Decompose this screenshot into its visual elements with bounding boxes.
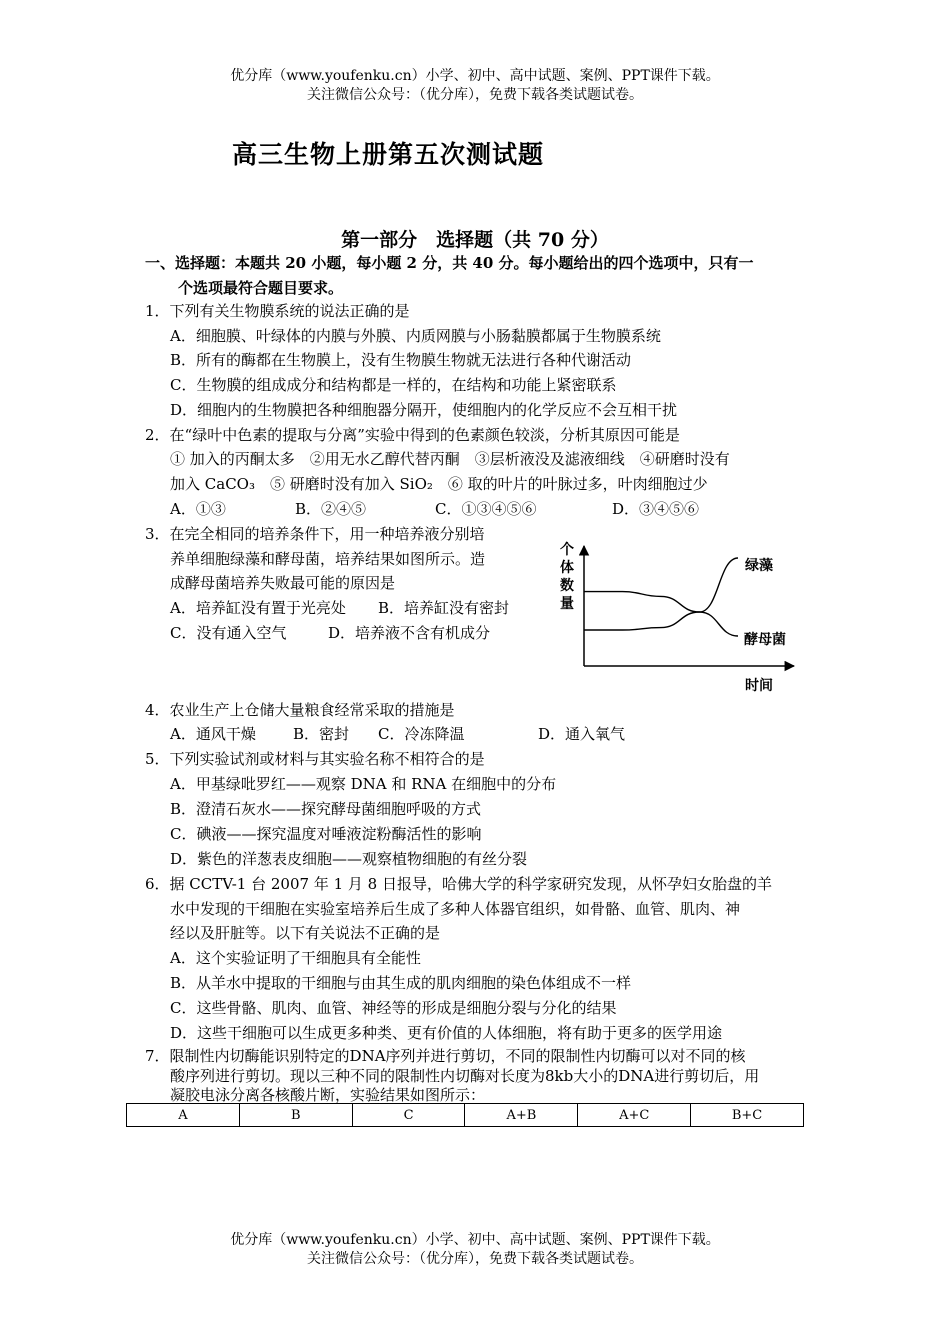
q6-stem-line-2: 水中发现的干细胞在实验室培养后生成了多种人体器官组织，如骨骼、血管、肌肉、神	[170, 900, 741, 918]
q6-option-a: A．这个实验证明了干细胞具有全能性	[170, 949, 421, 967]
q2-stem: 2．在“绿叶中色素的提取与分离”实验中得到的色素颜色较淡，分析其原因可能是	[145, 426, 680, 444]
q5-stem	[145, 747, 485, 772]
q7-stem-line-1: 7．限制性内切酶能识别特定的DNA序列并进行剪切，不同的限制性内切酶可以对不同的核	[145, 1047, 746, 1065]
q6-stem-line-1: 6．据 CCTV-1 台 2007 年 1 月 8 日报导，哈佛大学的科学家研究发现，从怀孕妇女胎盘的羊	[145, 875, 772, 893]
q2-option-a: A．①③	[170, 500, 226, 518]
q5-stem-emphasis: 不	[394, 750, 410, 768]
series-label-green-algae: 绿藻	[745, 558, 773, 574]
part-heading: 第一部分 选择题（共 70 分）	[341, 229, 609, 251]
q2-items-line-2: 加入 CaCO₃ ⑤ 研磨时没有加入 SiO₂ ⑥ 取的叶片的叶脉过多，叶肉细胞过少	[170, 475, 708, 493]
table-header-cell: A	[127, 1104, 240, 1127]
q2-option-b: B．②④⑤	[295, 500, 367, 518]
q5-option-d: D．紫色的洋葱表皮细胞——观察植物细胞的有丝分裂	[170, 850, 528, 868]
q3-option-a: A．培养缸没有置于光亮处	[170, 599, 346, 617]
table-header-cell: A+B	[465, 1104, 578, 1127]
header-line-2: 关注微信公众号：（优分库），免费下载各类试题试卷。	[307, 87, 643, 103]
section-instructions-line-1: 一、选择题：本题共 20 小题，每小题 2 分，共 40 分。每小题给出的四个选项中，只有一	[145, 254, 754, 272]
q6-stem-post: 正确的是	[380, 924, 441, 942]
q6-option-d: D．这些干细胞可以生成更多种类、更有价值的人体细胞，将有助于更多的医学用途	[170, 1024, 723, 1042]
q7-stem-line-3: 凝胶电泳分离各核酸片断，实验结果如图所示：	[170, 1086, 486, 1104]
q3-option-b: B．培养缸没有密封	[378, 599, 510, 617]
q6-option-c: C．这些骨骼、肌肉、血管、神经等的形成是细胞分裂与分化的结果	[170, 999, 617, 1017]
q4-option-d: D．通入氧气	[538, 725, 626, 743]
table-header-cell: A+C	[578, 1104, 691, 1127]
series-label-yeast: 酵母菌	[744, 632, 786, 648]
table-header-cell: B+C	[691, 1104, 804, 1127]
q5-stem-pre: 5．下列实验试剂或材料与其实验名称	[145, 750, 395, 768]
footer-line-2: 关注微信公众号：（优分库），免费下载各类试题试卷。	[307, 1251, 643, 1267]
q5-option-a: A．甲基绿吡罗红——观察 DNA 和 RNA 在细胞中的分布	[170, 775, 557, 793]
q3-stem-line-3: 成酵母菌培养失败最可能的原因是	[170, 574, 396, 592]
q1-stem: 1．下列有关生物膜系统的说法正确的是	[145, 302, 410, 320]
q1-option-d: D．细胞内的生物膜把各种细胞器分隔开，使细胞内的化学反应不会互相干扰	[170, 401, 678, 419]
q1-option-a: A．细胞膜、叶绿体的内膜与外膜、内质网膜与小肠黏膜都属于生物膜系统	[170, 327, 661, 345]
footer-line-1: 优分库（www.youfenku.cn）小学、初中、高中试题、案例、PPT课件下载。	[230, 1232, 720, 1248]
q4-option-b: B．密封	[293, 725, 350, 743]
q5-option-b: B．澄清石灰水——探究酵母菌细胞呼吸的方式	[170, 800, 482, 818]
q6-stem-line-3	[170, 921, 440, 946]
table-header-cell: C	[352, 1104, 465, 1127]
q6-option-b: B．从羊水中提取的干细胞与由其生成的肌肉细胞的染色体组成不一样	[170, 974, 632, 992]
section-instructions	[145, 251, 810, 301]
q4-option-c: C．冷冻降温	[378, 725, 465, 743]
q1-option-c: C．生物膜的组成成分和结构都是一样的，在结构和功能上紧密联系	[170, 376, 617, 394]
header-line-1: 优分库（www.youfenku.cn）小学、初中、高中试题、案例、PPT课件下载。	[230, 68, 720, 84]
q3-stem-line-1: 3．在完全相同的培养条件下，用一种培养液分别培	[145, 525, 485, 543]
y-axis-label: 个体数量	[560, 542, 574, 612]
q5-stem-post: 相符合的是	[409, 750, 485, 768]
q2-option-c: C．①③④⑤⑥	[435, 500, 537, 518]
q2-option-d: D．③④⑤⑥	[612, 500, 700, 518]
q5-option-c: C．碘液——探究温度对唾液淀粉酶活性的影响	[170, 825, 482, 843]
q3-stem-line-2: 养单细胞绿藻和酵母菌，培养结果如图所示。造	[170, 550, 486, 568]
q3-option-c: C．没有通入空气	[170, 624, 287, 642]
q6-stem-pre: 经以及肝脏等。以下有关说法	[170, 924, 366, 942]
q6-stem-emphasis: 不	[365, 924, 381, 942]
table-header-cell: B	[239, 1104, 352, 1127]
q4-option-a: A．通风干燥	[170, 725, 256, 743]
q1-option-b: B．所有的酶都在生物膜上，没有生物膜生物就无法进行各种代谢活动	[170, 351, 632, 369]
table-row	[127, 1104, 804, 1127]
x-axis-label: 时间	[745, 678, 773, 694]
q3-option-d: D．培养液不含有机成分	[328, 624, 491, 642]
q2-items-line-1: ① 加入的丙酮太多 ②用无水乙醇代替丙酮 ③层析液没及滤液细线 ④研磨时没有	[170, 450, 730, 468]
section-instructions-line-2: 个选项最符合题目要求。	[178, 279, 344, 297]
q7-results-table	[126, 1103, 804, 1127]
page-title: 高三生物上册第五次测试题	[232, 140, 545, 169]
population-chart	[548, 540, 808, 700]
q7-stem-line-2: 酸序列进行剪切。现以三种不同的限制性内切酶对长度为8kb大小的DNA进行剪切后，用	[170, 1067, 760, 1085]
q4-stem: 4．农业生产上仓储大量粮食经常采取的措施是	[145, 701, 455, 719]
